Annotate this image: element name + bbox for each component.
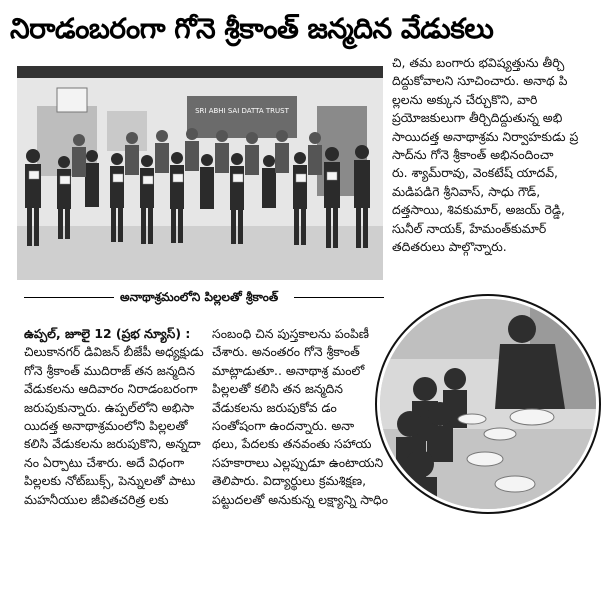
text-line: గోనె శ్రీకాంత్ ముదిరాజ్ తన జన్మదిన — [24, 362, 195, 378]
text-line: సంబంధి చిన పుస్తకాలను పంపిణీ — [212, 326, 370, 341]
trust-banner: SRI ABHI SAI DATTA TRUST — [195, 107, 289, 115]
text-line: ల్లలను అక్కున చేర్చుకొని, వారి — [392, 91, 538, 107]
text-line: దత్తసాయి, శివకుమార్, అజయ్ రెడ్డి, — [392, 202, 565, 218]
dateline: ఉప్పల్, జూలై 12 (ప్రభ న్యూస్) : — [24, 326, 191, 341]
body-column-1 — [24, 325, 210, 509]
caption-rule-left — [24, 297, 114, 298]
text-line: వేడుకలను జరుపుకోవ డం — [212, 399, 337, 415]
text-line: తెలిపారు. విద్యార్థులు క్రమశిక్షణ, — [212, 473, 367, 489]
text-line: చిలుకానగర్ డివిజన్ బీజేపీ అధ్యక్షుడు — [24, 344, 204, 360]
text-line: నం ఏర్పాటు చేశారు. అదే విధంగా — [24, 454, 185, 470]
caption-rule-right — [294, 297, 384, 298]
text-line: మడిపడిగె శ్రీనివాస్, సాధు గౌడ్, — [392, 183, 541, 199]
text-line: సాద్‌ను గోనె శ్రీకాంత్ అభినందించా — [392, 147, 554, 163]
text-line: మహనీయుల జీవితచరిత్ర లకు — [24, 491, 169, 507]
right-column-text — [392, 54, 588, 256]
text-line: చి, తమ బంగారు భవిష్యత్తును తీర్చి — [392, 55, 565, 70]
text-line: సంతోషంగా ఉందన్నారు. అనా — [212, 418, 355, 434]
text-line: జరుపుకున్నారు. ఉప్పల్‌లోని అభిసా — [24, 399, 195, 415]
photo-caption: అనాథాశ్రమంలోని పిల్లలతో శ్రీకాంత్ — [120, 290, 279, 304]
text-line: యిదత్త అనాథాశ్రమంలోని పిల్లలతో — [24, 418, 188, 434]
text-line: పట్టుదలతో అనుకున్న లక్ష్యాన్ని సాధిం — [212, 491, 389, 507]
text-line: రు. శ్యామ్‌రావు, వెంకటేష్ యాదవ్, — [392, 165, 558, 181]
text-line: మాట్లాడుతూ.. అనాథాశ్ర మంలో — [212, 362, 365, 378]
text-line: వేడుకలను ఆదివారం నిరాడంబరంగా — [24, 381, 198, 397]
body-column-2 — [212, 325, 392, 509]
text-line: తదితరులు పాల్గొన్నారు. — [392, 239, 507, 255]
text-line: సునీల్ నాయక్, హేమంత్‌కుమార్ — [392, 220, 547, 236]
text-line: థలు, పేదలకు తనవంతు సహాయ — [212, 436, 372, 452]
headline: నిరాడంబరంగా గోనె శ్రీకాంత్ జన్మదిన వేడుకలు — [10, 12, 494, 45]
text-line: సాయిదత్త అనాథాశ్రమ నిర్వాహకుడు ప్ర — [392, 128, 579, 144]
text-line: చేశారు. అనంతరం గోనె శ్రీకాంత్ — [212, 344, 360, 360]
text-line: పిల్లలతో కలిసి తన జన్మదిన — [212, 381, 343, 397]
text-line: దిద్దుకోవాలని సూచించారు. అనాథ పి — [392, 73, 568, 89]
text-line: పిల్లలకు నోట్‌బుక్స్, పెన్నులతో పాటు — [24, 473, 196, 489]
text-line: కలిసి వేడుకలను జరుపుకొని, అన్నదా — [24, 436, 201, 452]
text-line: సహకారాలు ఎల్లప్పుడూ ఉంటాయని — [212, 454, 384, 470]
text-line: ప్రయోజకులుగా తీర్చిదిద్దుతున్న అభి — [392, 110, 563, 126]
group-photo — [17, 66, 383, 280]
meal-serving-photo — [377, 296, 599, 512]
